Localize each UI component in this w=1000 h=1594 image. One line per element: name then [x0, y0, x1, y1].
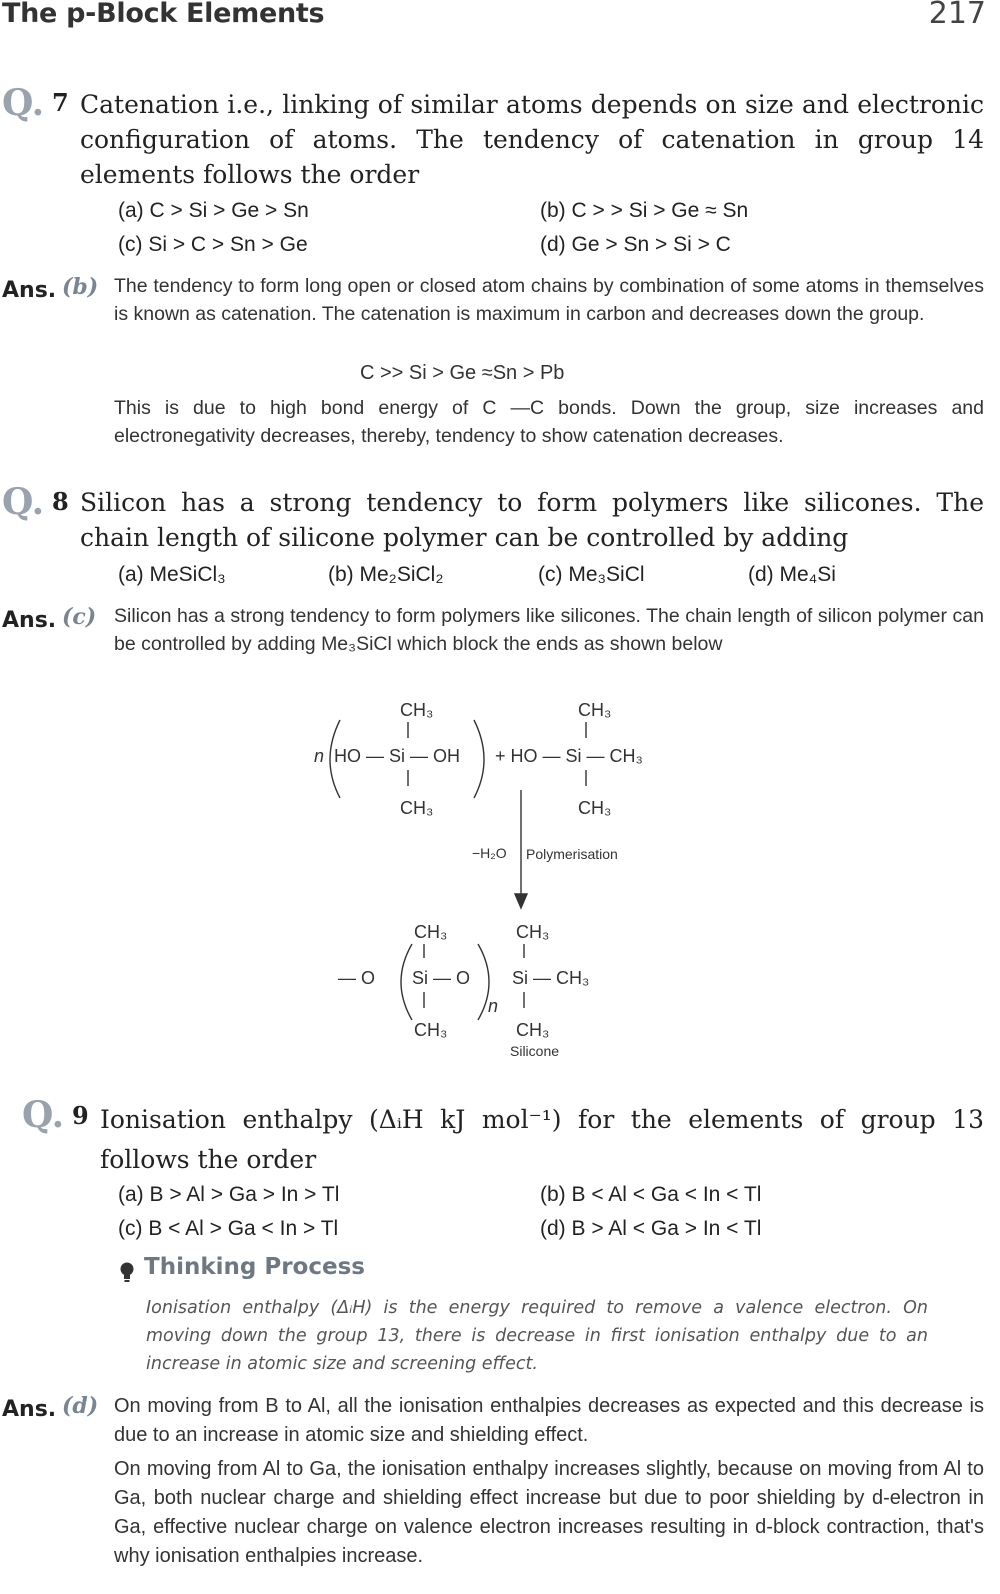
ch3-label: CH₃	[516, 922, 550, 942]
answer-option-q7: (b)	[62, 274, 99, 300]
answer-label-q7: Ans.	[2, 278, 57, 303]
product-left-oxygen: — O	[338, 968, 376, 988]
reaction-arrowhead	[515, 894, 527, 908]
option-c-q9: (c) B < Al > Ga < In > Tl	[118, 1217, 339, 1240]
catenation-order-equation: C >> Si > Ge ≈Sn > Pb	[360, 362, 565, 384]
reactant-silanediol: HO — Si — OH	[334, 746, 461, 766]
answer-option-q9: (d)	[62, 1393, 99, 1419]
ch3-label: CH₃	[414, 922, 448, 942]
answer-body-q8	[114, 602, 984, 658]
answer-body-q9	[114, 1392, 984, 1571]
option-a-q8: (a) MeSiCl₃	[118, 563, 226, 586]
question-text-q8: Silicon has a strong tendency to form polymers like silicones. The chain length of silicone polymer can be controlled by adding	[80, 488, 984, 552]
option-a-q7: (a) C > Si > Ge > Sn	[118, 199, 309, 222]
reactant-trimethylsilanol: + HO — Si — CH₃	[495, 746, 643, 766]
answer-option-q8: (c)	[62, 604, 97, 630]
question-number-q8: 8	[52, 487, 69, 516]
ch3-label: CH₃	[578, 700, 612, 720]
answer-label-q8: Ans.	[2, 608, 57, 633]
option-b-q9: (b) B < Al < Ga < In < Tl	[540, 1183, 762, 1206]
ch3-label: CH₃	[400, 798, 434, 818]
page-number: 217	[928, 0, 986, 31]
option-d-q7: (d) Ge > Sn > Si > C	[540, 233, 731, 256]
answer-paragraph: Silicon has a strong tendency to form polymers like silicones. The chain length of silicon polymer can be controlled by adding Me₃SiCl which block the ends as shown below	[114, 605, 984, 655]
answer-paragraph: The tendency to form long open or closed atom chains by combination of some atoms in themselves is known as catenation. The catenation is maximum in carbon and decreases down the group.	[114, 275, 984, 325]
ch3-label: CH₃	[578, 798, 612, 818]
answer-paragraph: On moving from B to Al, all the ionisation enthalpies decreases as expected and this decrease is due to an increase in atomic size and shielding effect.	[114, 1395, 984, 1446]
ch3-label: CH₃	[400, 700, 434, 720]
left-paren	[401, 944, 412, 1020]
answer-paragraph: This is due to high bond energy of C —C bonds. Down the group, size increases and electronegativity decreases, thereby, tendency to show catenation decreases.	[114, 397, 984, 447]
option-a-q9: (a) B > Al > Ga > In > Tl	[118, 1183, 340, 1206]
product-end-group: Si — CH₃	[512, 968, 590, 988]
thinking-process-text: Ionisation enthalpy (ΔᵢH) is the energy required to remove a valence electron. On moving down the group 13, there is decrease in first ionisation enthalpy due to an increase in atomic size and screening effect.	[146, 1298, 928, 1374]
option-c-q8: (c) Me₃SiCl	[538, 563, 645, 586]
ch3-label: CH₃	[516, 1020, 550, 1040]
answer-body-q7	[114, 272, 984, 328]
repeat-n-label: n	[314, 746, 325, 766]
right-paren	[474, 720, 484, 798]
option-c-q7: (c) Si > C > Sn > Ge	[118, 233, 308, 256]
question-text-q7: Catenation i.e., linking of similar atoms depends on size and electronic configuration of atoms. The tendency of catenation in group 14 elements follows the order	[80, 90, 984, 189]
repeat-n-label: n	[488, 996, 499, 1016]
lightbulb-icon	[118, 1260, 136, 1284]
question-mark-q8: Q.	[2, 481, 45, 523]
page-header-title: The p-Block Elements	[2, 0, 325, 29]
option-d-q9: (d) B > Al < Ga > In < Tl	[540, 1217, 762, 1240]
question-mark-q7: Q.	[2, 82, 45, 124]
silicone-polymerisation-diagram	[300, 690, 700, 1070]
answer-paragraph: On moving from Al to Ga, the ionisation enthalpy increases slightly, because on moving from Al to Ga, both nuclear charge and shielding effect increase but due to poor shielding by d-electron in Ga, effective nuclear charge on valence electron increases resulting in d-block contraction, that's why ionisation enthalpies increase.	[114, 1458, 984, 1567]
minus-water-label: −H₂O	[472, 845, 507, 861]
question-number-q7: 7	[52, 88, 69, 117]
option-b-q7: (b) C > > Si > Ge ≈ Sn	[540, 199, 749, 222]
question-mark-q9: Q.	[22, 1094, 65, 1136]
ch3-label: CH₃	[414, 1020, 448, 1040]
answer-label-q9: Ans.	[2, 1397, 57, 1422]
silicone-label: Silicone	[510, 1043, 560, 1059]
polymerisation-label: Polymerisation	[526, 846, 618, 862]
thinking-process-title: Thinking Process	[144, 1254, 365, 1280]
question-text-q9: Ionisation enthalpy (ΔᵢH kJ mol⁻¹) for the elements of group 13 follows the order	[100, 1105, 984, 1174]
question-number-q9: 9	[72, 1101, 89, 1130]
option-b-q8: (b) Me₂SiCl₂	[328, 563, 444, 586]
answer-body-q7-2	[114, 394, 984, 450]
product-repeat-unit: Si — O	[412, 968, 471, 988]
option-d-q8: (d) Me₄Si	[748, 563, 836, 586]
